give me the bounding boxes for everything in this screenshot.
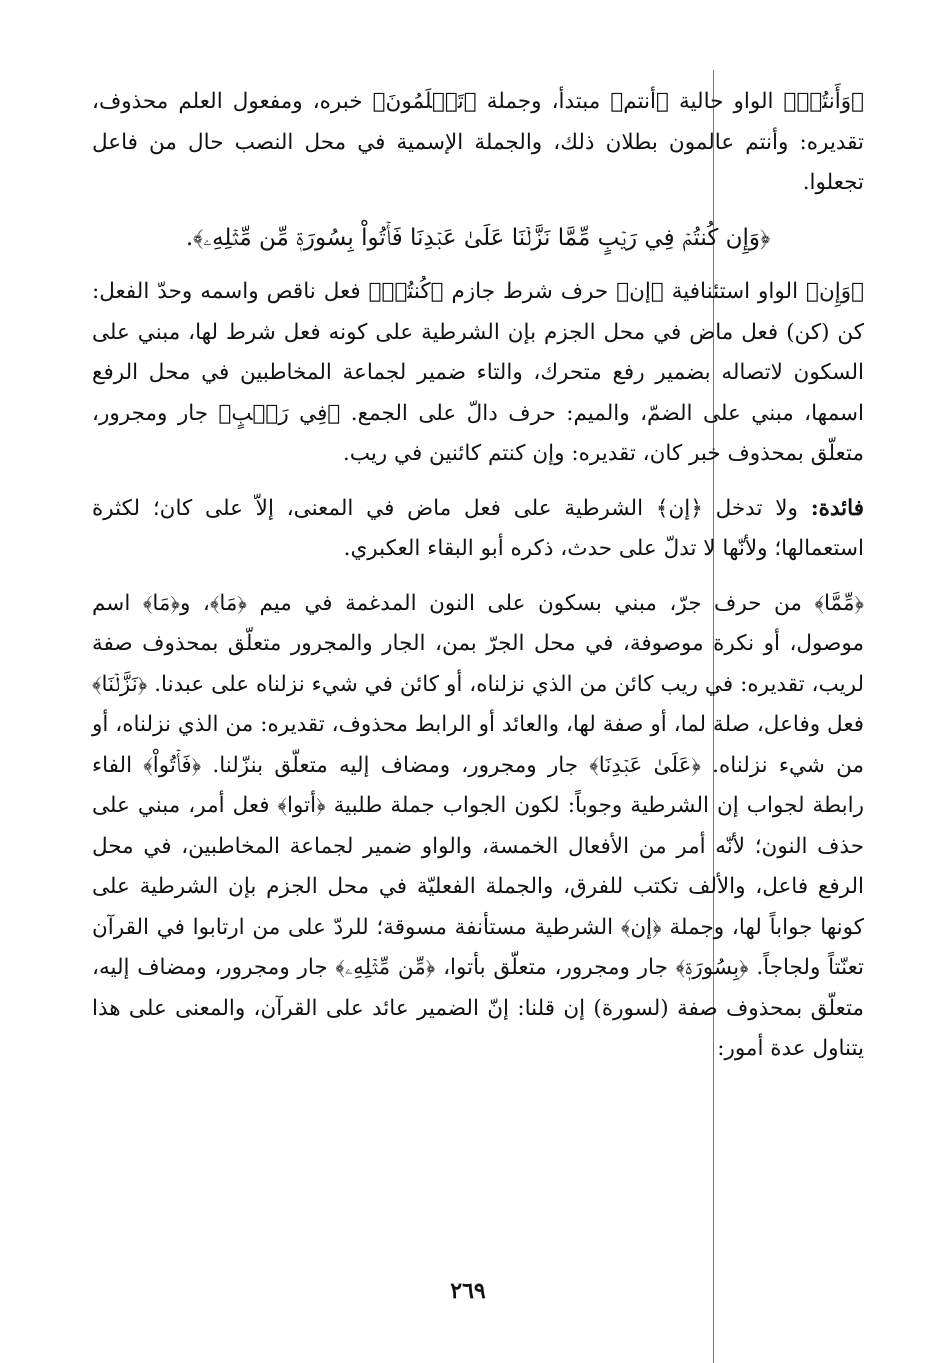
page-body	[92, 82, 864, 1084]
page-number: ٢٦٩	[450, 1278, 486, 1304]
fayda-label: فائدة:	[810, 495, 864, 521]
paragraph-2: ﴿وَإِن﴾ الواو استئنافية ﴿إن﴾ حرف شرط جازم ﴿كُنتُمۡ﴾ فعل ناقص واسمه وحدّ الفعل: كن (كن) فعل ماض في محل الجزم بإن الشرطية على كونه فعل شرط لها، مبني على السكون لاتصاله بضمير رفع متحرك، والتاء ضمير لجماعة المخاطبين في محل الرفع اسمها، مبني على الضمّ، والميم: حرف دالّ على الجمع. ﴿فِي رَيۡبٍ﴾ جار ومجرور، متعلّق بمحذوف خبر كان، تقديره: وإن كنتم كائنين في ريب.	[92, 279, 864, 466]
paragraph-fayda	[92, 489, 864, 570]
fayda-text: ولا تدخل ﴿إن﴾ الشرطية على فعل ماض في المعنى، إلاّ على كان؛ لكثرة استعمالها؛ ولأنّها لا تدلّ على حدث، ذكره أبو البقاء العكبري.	[92, 495, 864, 561]
quran-verse: ﴿وَإِن كُنتُمۡ فِي رَيۡبٍ مِّمَّا نَزَّلۡنَا عَلَىٰ عَبۡدِنَا فَأۡتُواْ بِسُورَةٖ مِّن مِّثۡلِهِۦ﴾.	[185, 224, 771, 251]
paragraph-3: ﴿مِّمَّا﴾ من حرف جرّ، مبني بسكون على النون المدغمة في ميم ﴿مَا﴾، و﴿مَا﴾ اسم موصول، أو نكرة موصوفة، في محل الجرّ بمن، الجار والمجرور متعلّق بمحذوف صفة لريب، تقديره: في ريب كائن من الذي نزلناه، أو كائن في شيء نزلناه على عبدنا. ﴿نَزَّلۡنَا﴾ فعل وفاعل، صلة لما، أو صفة لها، والعائد أو الرابط محذوف، تقديره: من الذي نزلناه، أو من شيء نزلناه. ﴿عَلَىٰ عَبۡدِنَا﴾ جار ومجرور، ومضاف إليه متعلّق بنزّلنا. ﴿فَأۡتُواْ﴾ الفاء رابطة لجواب إن الشرطية وجوباً: لكون الجواب جملة طلبية ﴿أتوا﴾ فعل أمر، مبني على حذف النون؛ لأنّه أمر من الأفعال الخمسة، والواو ضمير لجماعة المخاطبين، في محل الرفع فاعل، والألف تكتب للفرق، والجملة الفعليّة في محل الجزم بإن الشرطية على كونها جواباً لها، وجملة ﴿إن﴾ الشرطية مستأنفة مسوقة؛ للردّ على من ارتابوا في القرآن تعنّتاً ولجاجاً. ﴿بِسُورَةٖ﴾ جار ومجرور، متعلّق بأتوا، ﴿مِّن مِّثۡلِهِۦ﴾ جار ومجرور، ومضاف إليه، متعلّق بمحذوف صفة (لسورة) إن قلنا: إنّ الضمير عائد على القرآن، والمعنى على هذا يتناول عدة أمور:	[92, 590, 864, 1061]
paragraph-1: ﴿وَأَنتُمۡ﴾ الواو حالية ﴿أنتم﴾ مبتدأ، وجملة ﴿تَعۡلَمُونَ﴾ خبره، ومفعول العلم محذوف، تقديره: وأنتم عالمون بطلان ذلك، والجملة الإسمية في محل النصب حال من فاعل تجعلوا.	[92, 89, 864, 195]
